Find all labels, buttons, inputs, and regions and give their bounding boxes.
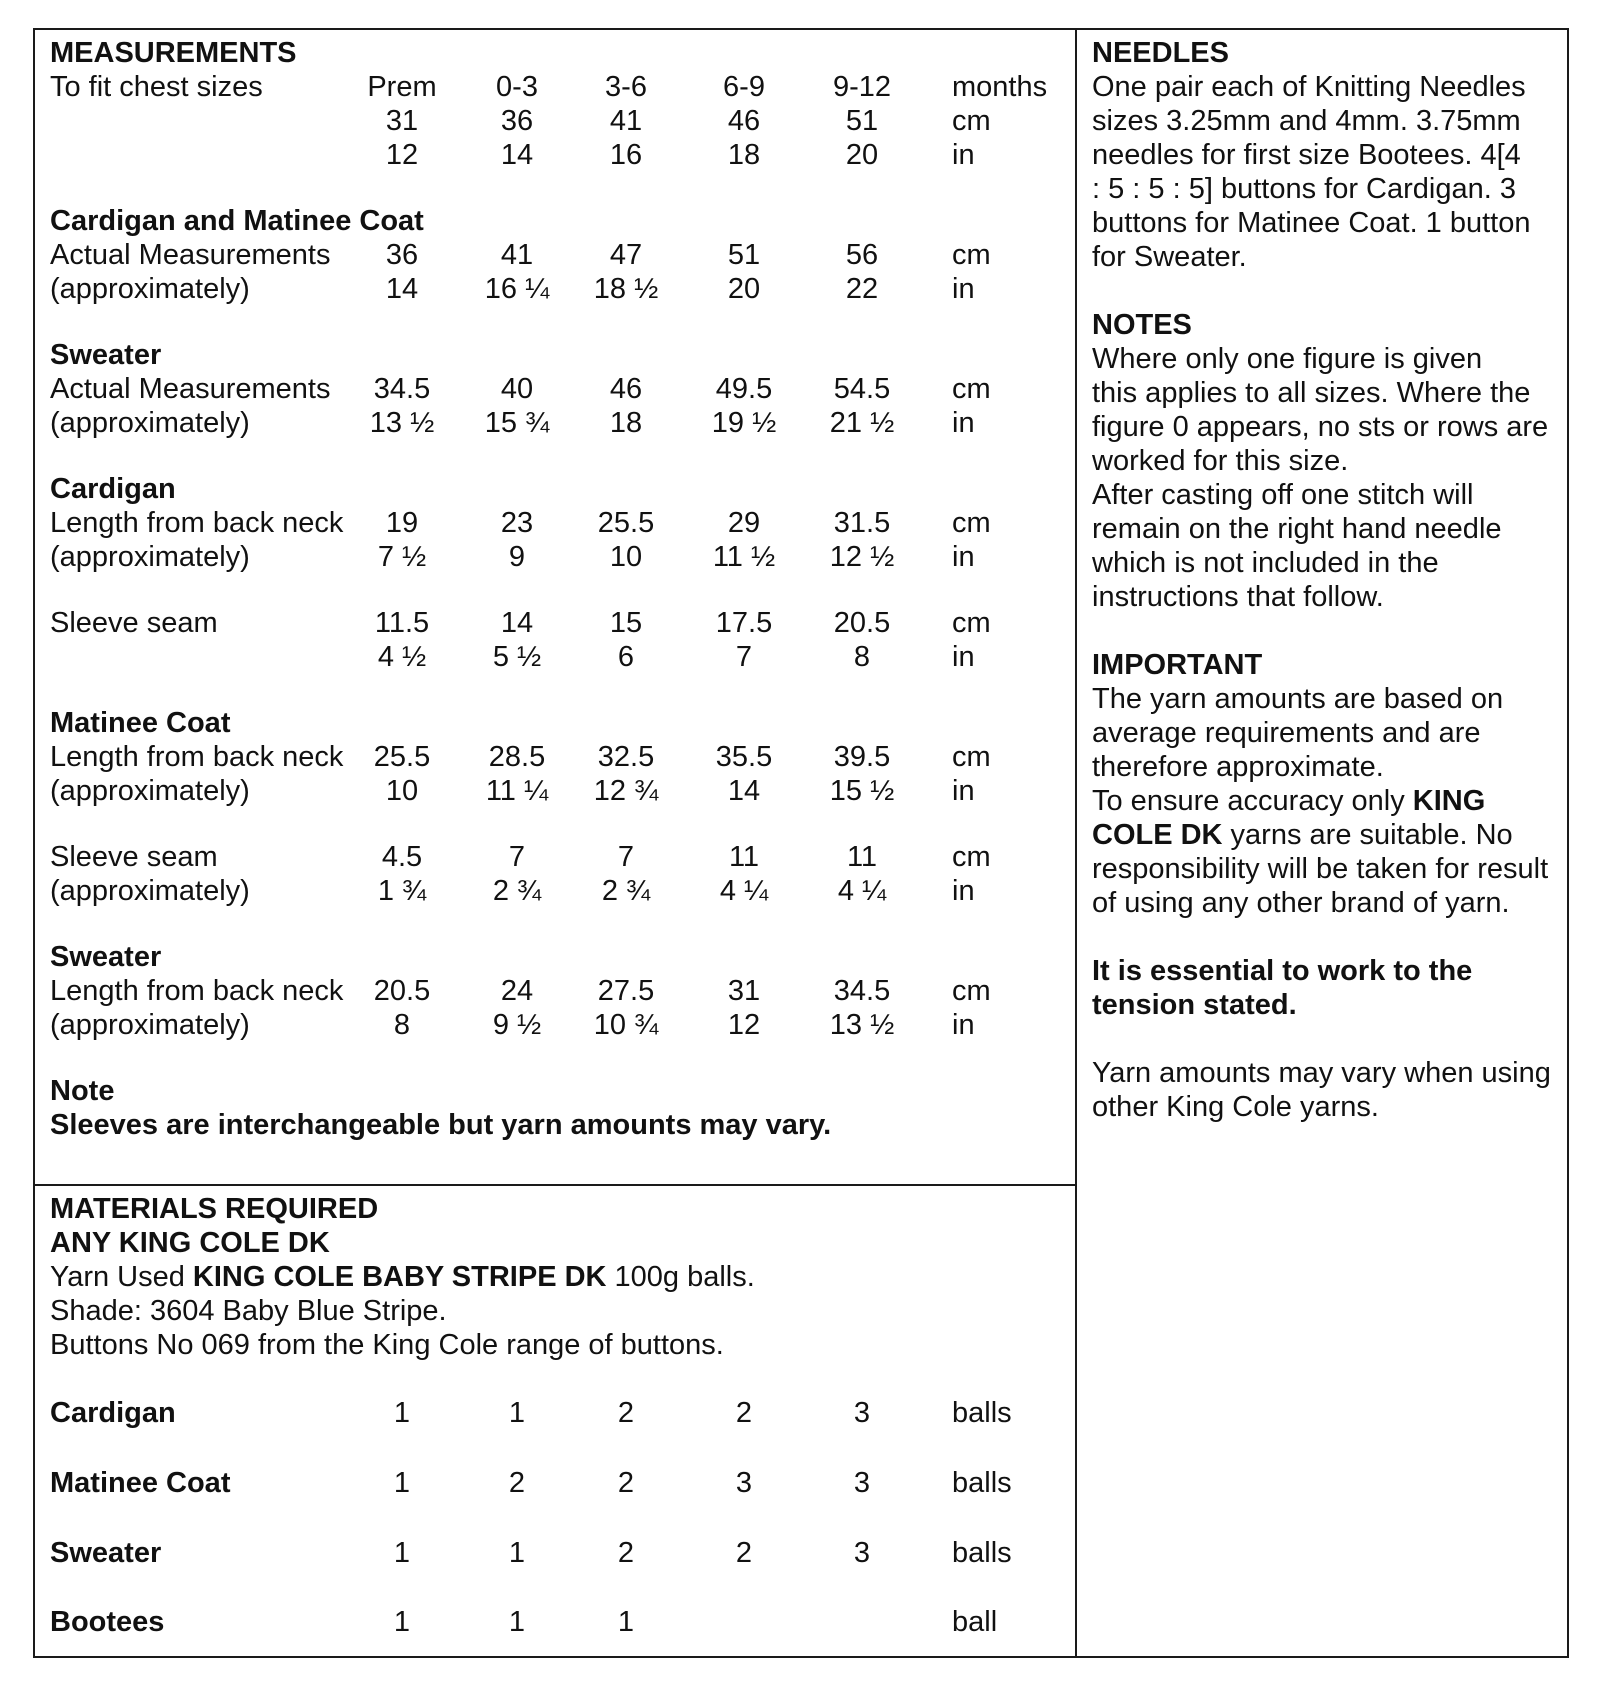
unit-label: cm bbox=[952, 239, 991, 271]
needles-line: buttons for Matinee Coat. 1 button bbox=[1092, 207, 1531, 239]
unit-label: cm bbox=[952, 105, 991, 137]
size-value: 8 bbox=[853, 641, 871, 673]
size-value: 18 bbox=[609, 407, 643, 439]
row-label: Matinee Coat bbox=[50, 1467, 231, 1499]
size-value: 15 bbox=[609, 607, 643, 639]
section-title: Cardigan and Matinee Coat bbox=[50, 205, 424, 237]
section-title: Sweater bbox=[50, 941, 162, 973]
size-value: 6 bbox=[617, 641, 635, 673]
notes-line: remain on the right hand needle bbox=[1092, 513, 1502, 545]
size-value: 40 bbox=[500, 373, 534, 405]
size-value: 24 bbox=[500, 975, 534, 1007]
row-label: Bootees bbox=[50, 1606, 165, 1638]
size-value: 32.5 bbox=[597, 741, 655, 773]
size-value: 13 ½ bbox=[829, 1009, 895, 1041]
unit-label: in bbox=[952, 541, 975, 573]
size-value: 1 bbox=[508, 1397, 526, 1429]
size-value: 27.5 bbox=[597, 975, 655, 1007]
yarn-prefix: Yarn Used bbox=[50, 1261, 193, 1293]
size-value: 16 bbox=[609, 139, 643, 171]
needles-line: : 5 : 5 : 5] buttons for Cardigan. 3 bbox=[1092, 173, 1516, 205]
size-value: 36 bbox=[385, 239, 419, 271]
row-label: Length from back neck bbox=[50, 741, 344, 773]
unit-label: cm bbox=[952, 975, 991, 1007]
size-value: 2 ¾ bbox=[601, 875, 651, 907]
brand-name: COLE DK bbox=[1092, 819, 1223, 851]
needles-line: needles for first size Bootees. 4[4 bbox=[1092, 139, 1521, 171]
brand-name: KING bbox=[1412, 785, 1486, 817]
note-title: Note bbox=[50, 1075, 115, 1107]
size-value: 35.5 bbox=[715, 741, 773, 773]
size-value: 2 bbox=[508, 1467, 526, 1499]
shade-line: Shade: 3604 Baby Blue Stripe. bbox=[50, 1295, 447, 1327]
size-value: 12 bbox=[385, 139, 419, 171]
size-value: 11 bbox=[728, 841, 760, 873]
notes-line: figure 0 appears, no sts or rows are bbox=[1092, 411, 1549, 443]
unit-label: in bbox=[952, 407, 975, 439]
size-value: 56 bbox=[845, 239, 879, 271]
size-value: 5 ½ bbox=[492, 641, 542, 673]
size-value: 3 bbox=[853, 1537, 871, 1569]
size-value: 19 ½ bbox=[711, 407, 777, 439]
size-value: 9 bbox=[508, 541, 526, 573]
size-value: 16 ¼ bbox=[484, 273, 550, 305]
unit-label: months bbox=[952, 71, 1048, 103]
row-label: Sleeve seam bbox=[50, 841, 218, 873]
size-value: 7 bbox=[617, 841, 635, 873]
important-line: The yarn amounts are based on bbox=[1092, 683, 1504, 715]
size-value: 2 bbox=[617, 1537, 635, 1569]
notes-line: which is not included in the bbox=[1092, 547, 1439, 579]
size-value: 14 bbox=[500, 139, 534, 171]
materials-subheading: ANY KING COLE DK bbox=[50, 1227, 330, 1259]
size-value: 12 ½ bbox=[829, 541, 895, 573]
row-label: Length from back neck bbox=[50, 975, 344, 1007]
size-value: 15 ¾ bbox=[484, 407, 550, 439]
unit-label: cm bbox=[952, 741, 991, 773]
row-label: (approximately) bbox=[50, 541, 250, 573]
size-value: 22 bbox=[845, 273, 879, 305]
needles-line: One pair each of Knitting Needles bbox=[1092, 71, 1526, 103]
important-line: of using any other brand of yarn. bbox=[1092, 887, 1510, 919]
size-value: 11 bbox=[846, 841, 878, 873]
row-label: (approximately) bbox=[50, 1009, 250, 1041]
size-value: 13 ½ bbox=[369, 407, 435, 439]
size-value: 19 bbox=[385, 507, 419, 539]
unit-label: in bbox=[952, 875, 975, 907]
size-value: 3 bbox=[853, 1397, 871, 1429]
size-value: 20.5 bbox=[373, 975, 431, 1007]
size-value: 21 ½ bbox=[829, 407, 895, 439]
size-value: 1 bbox=[393, 1606, 411, 1638]
size-value: 9 ½ bbox=[492, 1009, 542, 1041]
size-value: 2 bbox=[617, 1467, 635, 1499]
unit-label: in bbox=[952, 775, 975, 807]
size-value: 6-9 bbox=[723, 71, 765, 103]
unit-label: balls bbox=[952, 1537, 1012, 1569]
row-label: Length from back neck bbox=[50, 507, 344, 539]
unit-label: cm bbox=[952, 507, 991, 539]
size-value: Prem bbox=[367, 71, 437, 103]
size-value: 7 bbox=[508, 841, 526, 873]
essential-line: It is essential to work to the bbox=[1092, 955, 1473, 987]
size-value: 10 ¾ bbox=[593, 1009, 659, 1041]
row-label: Sleeve seam bbox=[50, 607, 218, 639]
measurements-heading: MEASUREMENTS bbox=[50, 37, 297, 69]
unit-label: cm bbox=[952, 373, 991, 405]
size-value: 25.5 bbox=[373, 741, 431, 773]
unit-label: balls bbox=[952, 1467, 1012, 1499]
unit-label: cm bbox=[952, 841, 991, 873]
size-value: 34.5 bbox=[833, 975, 891, 1007]
notes-line: Where only one figure is given bbox=[1092, 343, 1483, 375]
size-value: 51 bbox=[845, 105, 879, 137]
column-divider bbox=[1075, 28, 1077, 1658]
important-line: average requirements and are bbox=[1092, 717, 1481, 749]
size-value: 39.5 bbox=[833, 741, 891, 773]
size-value: 4.5 bbox=[381, 841, 423, 873]
size-value: 1 bbox=[393, 1467, 411, 1499]
size-value: 3 bbox=[853, 1467, 871, 1499]
size-value: 14 bbox=[500, 607, 534, 639]
size-value: 3-6 bbox=[605, 71, 647, 103]
unit-label: in bbox=[952, 273, 975, 305]
size-value: 47 bbox=[609, 239, 643, 271]
size-value: 28.5 bbox=[488, 741, 546, 773]
size-value: 29 bbox=[727, 507, 761, 539]
unit-label: in bbox=[952, 1009, 975, 1041]
note-text: Sleeves are interchangeable but yarn amounts may vary. bbox=[50, 1109, 832, 1141]
size-value: 18 bbox=[727, 139, 761, 171]
row-label: (approximately) bbox=[50, 407, 250, 439]
size-value: 17.5 bbox=[715, 607, 773, 639]
size-value: 54.5 bbox=[833, 373, 891, 405]
vary-line: other King Cole yarns. bbox=[1092, 1091, 1379, 1123]
chest-label: To fit chest sizes bbox=[50, 71, 263, 103]
size-value: 2 bbox=[735, 1397, 753, 1429]
size-value: 36 bbox=[500, 105, 534, 137]
size-value: 41 bbox=[609, 105, 643, 137]
size-value: 49.5 bbox=[715, 373, 773, 405]
section-title: Matinee Coat bbox=[50, 707, 231, 739]
size-value: 31 bbox=[385, 105, 419, 137]
important-heading: IMPORTANT bbox=[1092, 649, 1263, 681]
size-value: 1 bbox=[508, 1606, 526, 1638]
size-value: 4 ¼ bbox=[719, 875, 769, 907]
size-value: 23 bbox=[500, 507, 534, 539]
ensure-line bbox=[1092, 784, 1562, 818]
row-label: Cardigan bbox=[50, 1397, 176, 1429]
size-value: 9-12 bbox=[832, 71, 892, 103]
row-label: Actual Measurements bbox=[50, 373, 331, 405]
vary-line: Yarn amounts may vary when using bbox=[1092, 1057, 1551, 1089]
ensure-suffix: yarns are suitable. No bbox=[1222, 819, 1513, 851]
size-value: 25.5 bbox=[597, 507, 655, 539]
yarn-used-line bbox=[50, 1260, 755, 1294]
size-value: 1 ¾ bbox=[377, 875, 427, 907]
materials-heading: MATERIALS REQUIRED bbox=[50, 1193, 379, 1225]
size-value: 4 ¼ bbox=[837, 875, 887, 907]
size-value: 46 bbox=[727, 105, 761, 137]
buttons-line: Buttons No 069 from the King Cole range of buttons. bbox=[50, 1329, 724, 1361]
size-value: 11 ½ bbox=[712, 541, 776, 573]
section-title: Sweater bbox=[50, 339, 162, 371]
unit-label: balls bbox=[952, 1397, 1012, 1429]
unit-label: ball bbox=[952, 1606, 998, 1638]
size-value: 31.5 bbox=[833, 507, 891, 539]
needles-line: sizes 3.25mm and 4mm. 3.75mm bbox=[1092, 105, 1521, 137]
size-value: 7 bbox=[735, 641, 753, 673]
size-value: 14 bbox=[727, 775, 761, 807]
size-value: 8 bbox=[393, 1009, 411, 1041]
size-value: 14 bbox=[385, 273, 419, 305]
size-value: 7 ½ bbox=[377, 541, 427, 573]
size-value: 51 bbox=[727, 239, 761, 271]
section-title: Cardigan bbox=[50, 473, 176, 505]
notes-heading: NOTES bbox=[1092, 309, 1192, 341]
yarn-suffix: 100g balls. bbox=[606, 1261, 755, 1293]
size-value: 10 bbox=[385, 775, 419, 807]
unit-label: in bbox=[952, 641, 975, 673]
unit-label: cm bbox=[952, 607, 991, 639]
size-value: 3 bbox=[735, 1467, 753, 1499]
notes-line: this applies to all sizes. Where the bbox=[1092, 377, 1531, 409]
size-value: 15 ½ bbox=[829, 775, 895, 807]
important-line: therefore approximate. bbox=[1092, 751, 1384, 783]
size-value: 46 bbox=[609, 373, 643, 405]
size-value: 12 ¾ bbox=[593, 775, 659, 807]
size-value: 20.5 bbox=[833, 607, 891, 639]
size-value: 41 bbox=[500, 239, 534, 271]
ensure-line-2 bbox=[1092, 818, 1562, 852]
size-value: 4 ½ bbox=[377, 641, 427, 673]
row-label: (approximately) bbox=[50, 775, 250, 807]
unit-label: in bbox=[952, 139, 975, 171]
essential-line: tension stated. bbox=[1092, 989, 1297, 1021]
size-value: 2 bbox=[735, 1537, 753, 1569]
size-value: 11 ¼ bbox=[485, 775, 549, 807]
size-value: 18 ½ bbox=[593, 273, 659, 305]
notes-line: After casting off one stitch will bbox=[1092, 479, 1474, 511]
size-value: 1 bbox=[393, 1537, 411, 1569]
ensure-prefix: To ensure accuracy only bbox=[1092, 785, 1413, 817]
size-value: 2 ¾ bbox=[492, 875, 542, 907]
size-value: 31 bbox=[727, 975, 761, 1007]
needles-line: for Sweater. bbox=[1092, 241, 1247, 273]
row-label: Sweater bbox=[50, 1537, 162, 1569]
row-label: Actual Measurements bbox=[50, 239, 331, 271]
size-value: 10 bbox=[609, 541, 643, 573]
size-value: 11.5 bbox=[374, 607, 430, 639]
right-panel bbox=[1092, 36, 1562, 1124]
notes-line: worked for this size. bbox=[1092, 445, 1349, 477]
size-value: 1 bbox=[393, 1397, 411, 1429]
size-value: 12 bbox=[727, 1009, 761, 1041]
important-line: responsibility will be taken for result bbox=[1092, 853, 1549, 885]
section-divider bbox=[33, 1184, 1076, 1186]
size-value: 20 bbox=[727, 273, 761, 305]
row-label: (approximately) bbox=[50, 273, 250, 305]
yarn-name: KING COLE BABY STRIPE DK bbox=[192, 1261, 607, 1293]
size-value: 20 bbox=[845, 139, 879, 171]
row-label: (approximately) bbox=[50, 875, 250, 907]
size-value: 1 bbox=[508, 1537, 526, 1569]
size-value: 34.5 bbox=[373, 373, 431, 405]
needles-heading: NEEDLES bbox=[1092, 37, 1229, 69]
size-value: 2 bbox=[617, 1397, 635, 1429]
size-value: 0-3 bbox=[496, 71, 538, 103]
size-value: 1 bbox=[617, 1606, 635, 1638]
notes-line: instructions that follow. bbox=[1092, 581, 1384, 613]
